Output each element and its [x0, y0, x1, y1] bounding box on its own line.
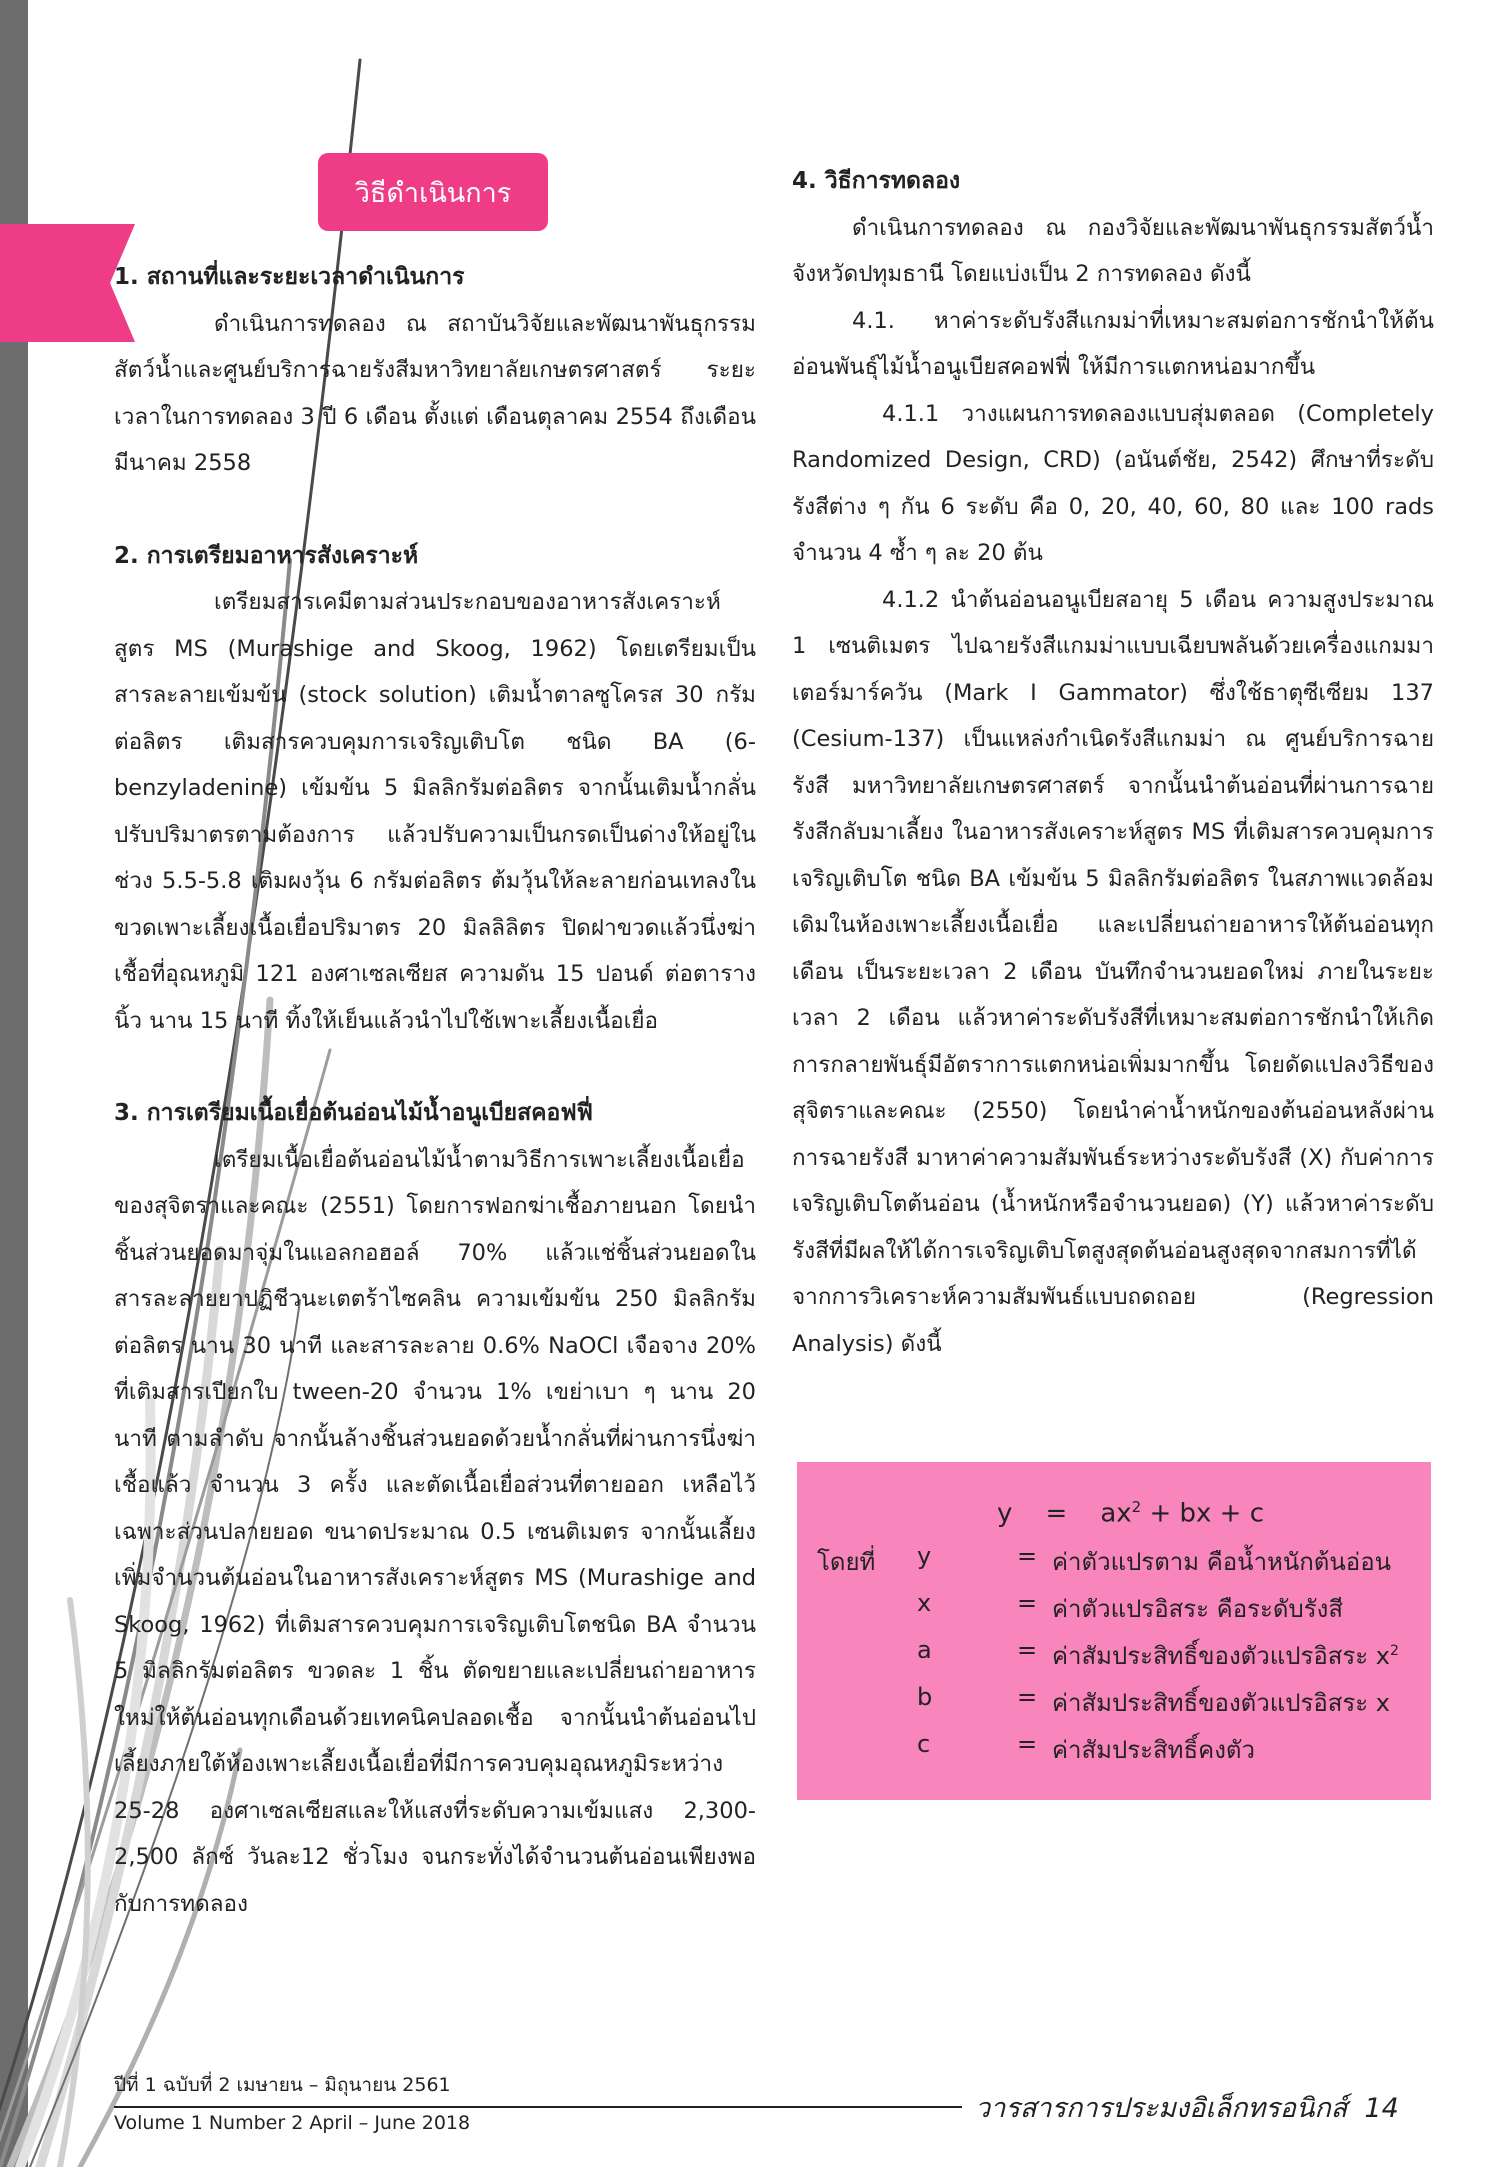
section-1-body: ดำเนินการทดลอง ณ สถาบันวิจัยและพัฒนาพันธุกรรมสัตว์น้ำและศูนย์บริการฉายรังสีมหาวิทยาลัยเกษตรศาสตร์ ระยะเวลาในการทดลอง 3 ปี 6 เดือน ตั้งแต่ เดือนตุลาคม 2554 ถึงเดือนมีนาคม 2558	[114, 310, 756, 476]
formula-equals: =	[1017, 1542, 1038, 1570]
formula-row	[797, 1730, 1431, 1776]
formula-equals: =	[1017, 1636, 1038, 1664]
formula-description: ค่าตัวแปรตาม คือน้ำหนักต้นอ่อน	[1052, 1548, 1392, 1576]
footer-issue-thai: ปีที่ 1 ฉบับที่ 2 เมษายน – มิถุนายน 2561	[114, 2074, 451, 2096]
section-4-title: 4. วิธีการทดลอง	[792, 168, 961, 194]
journal-name: วารสารการประมงอิเล็กทรอนิกส์	[975, 2093, 1348, 2124]
formula-equals: =	[1017, 1589, 1038, 1617]
formula-description: ค่าสัมประสิทธิ์ของตัวแปรอิสระ x	[1052, 1689, 1391, 1717]
formula-row	[797, 1542, 1431, 1588]
formula-symbol: a	[917, 1636, 932, 1664]
equation-exponent: 2	[1131, 1498, 1142, 1516]
section-2-body: เตรียมสารเคมีตามส่วนประกอบของอาหารสังเคราะห์ สูตร MS (Murashige and Skoog, 1962) โดยเตรียมเป็นสารละลายเข้มข้น (stock solution) เติมน้ำตาลซูโครส 30 กรัมต่อลิตร เติมสารควบคุมการเจริญเติบโต ชนิด BA (6-benzyladenine) เข้มข้น 5 มิลลิกรัมต่อลิตร จากนั้นเติมน้ำกลั่น ปรับปริมาตรตามต้องการ แล้วปรับความเป็นกรดเป็นด่างให้อยู่ในช่วง 5.5-5.8 เติมผงวุ้น 6 กรัมต่อลิตร ต้มวุ้นให้ละลายก่อนเทลงในขวดเพาะเลี้ยงเนื้อเยื่อปริมาตร 20 มิลลิลิตร ปิดฝาขวดแล้วนึ่งฆ่าเชื้อที่อุณหภูมิ 121 องศาเซลเซียส ความดัน 15 ปอนด์ ต่อตารางนิ้ว นาน 15 นาที ทิ้งให้เย็นแล้วนำไปใช้เพาะเลี้ยงเนื้อเยื่อ	[114, 589, 756, 1034]
formula-description: ค่าสัมประสิทธิ์คงตัว	[1052, 1736, 1255, 1764]
section-4-1-1-body: 4.1.1 วางแผนการทดลองแบบสุ่มตลอด (Completely Randomized Design, CRD) (อนันต์ชัย, 2542) ศึกษาที่ระดับรังสีต่าง ๆ กัน 6 ระดับ คือ 0, 20, 40, 60, 80 และ 100 rads จำนวน 4 ซ้ำ ๆ ละ 20 ต้น	[792, 400, 1434, 566]
section-3-title: 3. การเตรียมเนื้อเยื่อต้นอ่อนไม้น้ำอนูเบียสคอฟฟี่	[114, 1100, 593, 1126]
equation-term-a: ax	[1100, 1498, 1132, 1529]
section-4-1-title: 4.1. หาค่าระดับรังสีแกมม่าที่เหมาะสมต่อการชักนำให้ต้นอ่อนพันธุ์ไม้น้ำอนูเบียสคอฟฟี่ ให้มีการแตกหน่อมากขึ้น	[792, 307, 1434, 380]
section-2-title: 2. การเตรียมอาหารสังเคราะห์	[114, 542, 419, 569]
formula-symbol: y	[917, 1542, 932, 1570]
formula-description: ค่าสัมประสิทธิ์ของตัวแปรอิสระ $x^2$	[1052, 1642, 1399, 1670]
formula-equals: =	[1017, 1730, 1038, 1758]
footer-rule	[114, 2106, 962, 2108]
equation-equals: =	[1045, 1498, 1068, 1529]
section-4-intro: ดำเนินการทดลอง ณ กองวิจัยและพัฒนาพันธุกรรมสัตว์น้ำ จังหวัดปทุมธานี โดยแบ่งเป็น 2 การทดลอง ดังนี้	[792, 214, 1434, 287]
regression-equation	[997, 1498, 1264, 1529]
section-heading: วิธีดำเนินการ	[354, 177, 512, 209]
formula-description: ค่าตัวแปรอิสระ คือระดับรังสี	[1052, 1595, 1343, 1623]
formula-symbol: b	[917, 1683, 933, 1711]
right-column	[792, 158, 1434, 1367]
left-column	[114, 254, 756, 1927]
formula-equals: =	[1017, 1683, 1038, 1711]
formula-row	[797, 1636, 1431, 1682]
equation-term-rest: + bx + c	[1141, 1498, 1265, 1529]
section-4-1-2-body: 4.1.2 นำต้นอ่อนอนูเบียสอายุ 5 เดือน ความสูงประมาณ 1 เซนติเมตร ไปฉายรังสีแกมม่าแบบเฉียบพลันด้วยเครื่องแกมมาเตอร์มาร์ควัน (Mark I Gammator) ซึ่งใช้ธาตุซีเซียม 137 (Cesium-137) เป็นแหล่งกำเนิดรังสีแกมม่า ณ ศูนย์บริการฉายรังสี มหาวิทยาลัยเกษตรศาสตร์ จากนั้นนำต้นอ่อนที่ผ่านการฉายรังสีกลับมาเลี้ยง ในอาหารสังเคราะห์สูตร MS ที่เติมสารควบคุมการเจริญเติบโต ชนิด BA เข้มข้น 5 มิลลิกรัมต่อลิตร ในสภาพแวดล้อมเดิมในห้องเพาะเลี้ยงเนื้อเยื่อ และเปลี่ยนถ่ายอาหารให้ต้นอ่อนทุกเดือน เป็นระยะเวลา 2 เดือน บันทึกจำนวนยอดใหม่ ภายในระยะเวลา 2 เดือน แล้วหาค่าระดับรังสีที่เหมาะสมต่อการชักนำให้เกิดการกลายพันธุ์มีอัตราการแตกหน่อเพิ่มมากขึ้น โดยดัดแปลงวิธีของสุจิตราและคณะ (2550) โดยนำค่าน้ำหนักของต้นอ่อนหลังผ่านการฉายรังสี มาหาค่าความสัมพันธ์ระหว่างระดับรังสี (X) กับค่าการเจริญเติบโตต้นอ่อน (น้ำหนักหรือจำนวนยอด) (Y) แล้วหาค่าระดับรังสีที่มีผลให้ได้การเจริญเติบโตสูงสุดต้นอ่อนสูงสุดจากสมการที่ได้จากการวิเคราะห์ความสัมพันธ์แบบถดถอย (Regression Analysis) ดังนี้	[792, 586, 1434, 1357]
section-heading-badge	[318, 153, 548, 231]
formula-prefix: โดยที่	[817, 1548, 876, 1576]
formula-row	[797, 1589, 1431, 1635]
section-3-body: เตรียมเนื้อเยื่อต้นอ่อนไม้น้ำตามวิธีการเพาะเลี้ยงเนื้อเยื่อของสุจิตราและคณะ (2551) โดยการฟอกฆ่าเชื้อภายนอก โดยนำชิ้นส่วนยอดมาจุ่มในแอลกอฮอล์ 70% แล้วแช่ชิ้นส่วนยอดในสารละลายยาปฏิชีวนะเตตร้าไซคลิน ความเข้มข้น 250 มิลลิกรัมต่อลิตร นาน 30 นาที และสารละลาย 0.6% NaOCl เจือจาง 20% ที่เติมสารเปียกใบ tween-20 จำนวน 1% เขย่าเบา ๆ นาน 20 นาที ตามลำดับ จากนั้นล้างชิ้นส่วนยอดด้วยน้ำกลั่นที่ผ่านการนึ่งฆ่าเชื้อแล้ว จำนวน 3 ครั้ง และตัดเนื้อเยื่อส่วนที่ตายออก เหลือไว้เฉพาะส่วนปลายยอด ขนาดประมาณ 0.5 เซนติเมตร จากนั้นเลี้ยงเพิ่มจำนวนต้นอ่อนในอาหารสังเคราะห์สูตร MS (Murashige and Skoog, 1962) ที่เติมสารควบคุมการเจริญเติบโตชนิด BA จำนวน 5 มิลลิกรัมต่อลิตร ขวดละ 1 ชิ้น ตัดขยายและเปลี่ยนถ่ายอาหารใหม่ให้ต้นอ่อนทุกเดือนด้วยเทคนิคปลอดเชื้อ จากนั้นนำต้นอ่อนไปเลี้ยงภายใต้ห้องเพาะเลี้ยงเนื้อเยื่อที่มีการควบคุมอุณหภูมิระหว่าง 25-28 องศาเซลเซียสและให้แสงที่ระดับความเข้มแสง 2,300-2,500 ลักซ์ วันละ12 ชั่วโมง จนกระทั่งได้จำนวนต้นอ่อนเพียงพอกับการทดลอง	[114, 1146, 756, 1917]
section-1-title: 1. สถานที่และระยะเวลาดำเนินการ	[114, 264, 465, 290]
page-number: 14	[1364, 2093, 1399, 2124]
regression-formula-box	[797, 1462, 1431, 1800]
footer-journal	[975, 2086, 1399, 2129]
formula-symbol: c	[917, 1730, 931, 1758]
formula-symbol: x	[917, 1589, 932, 1617]
footer-issue-english: Volume 1 Number 2 April – June 2018	[114, 2112, 471, 2134]
equation-lhs: y	[997, 1498, 1013, 1529]
formula-row	[797, 1683, 1431, 1729]
